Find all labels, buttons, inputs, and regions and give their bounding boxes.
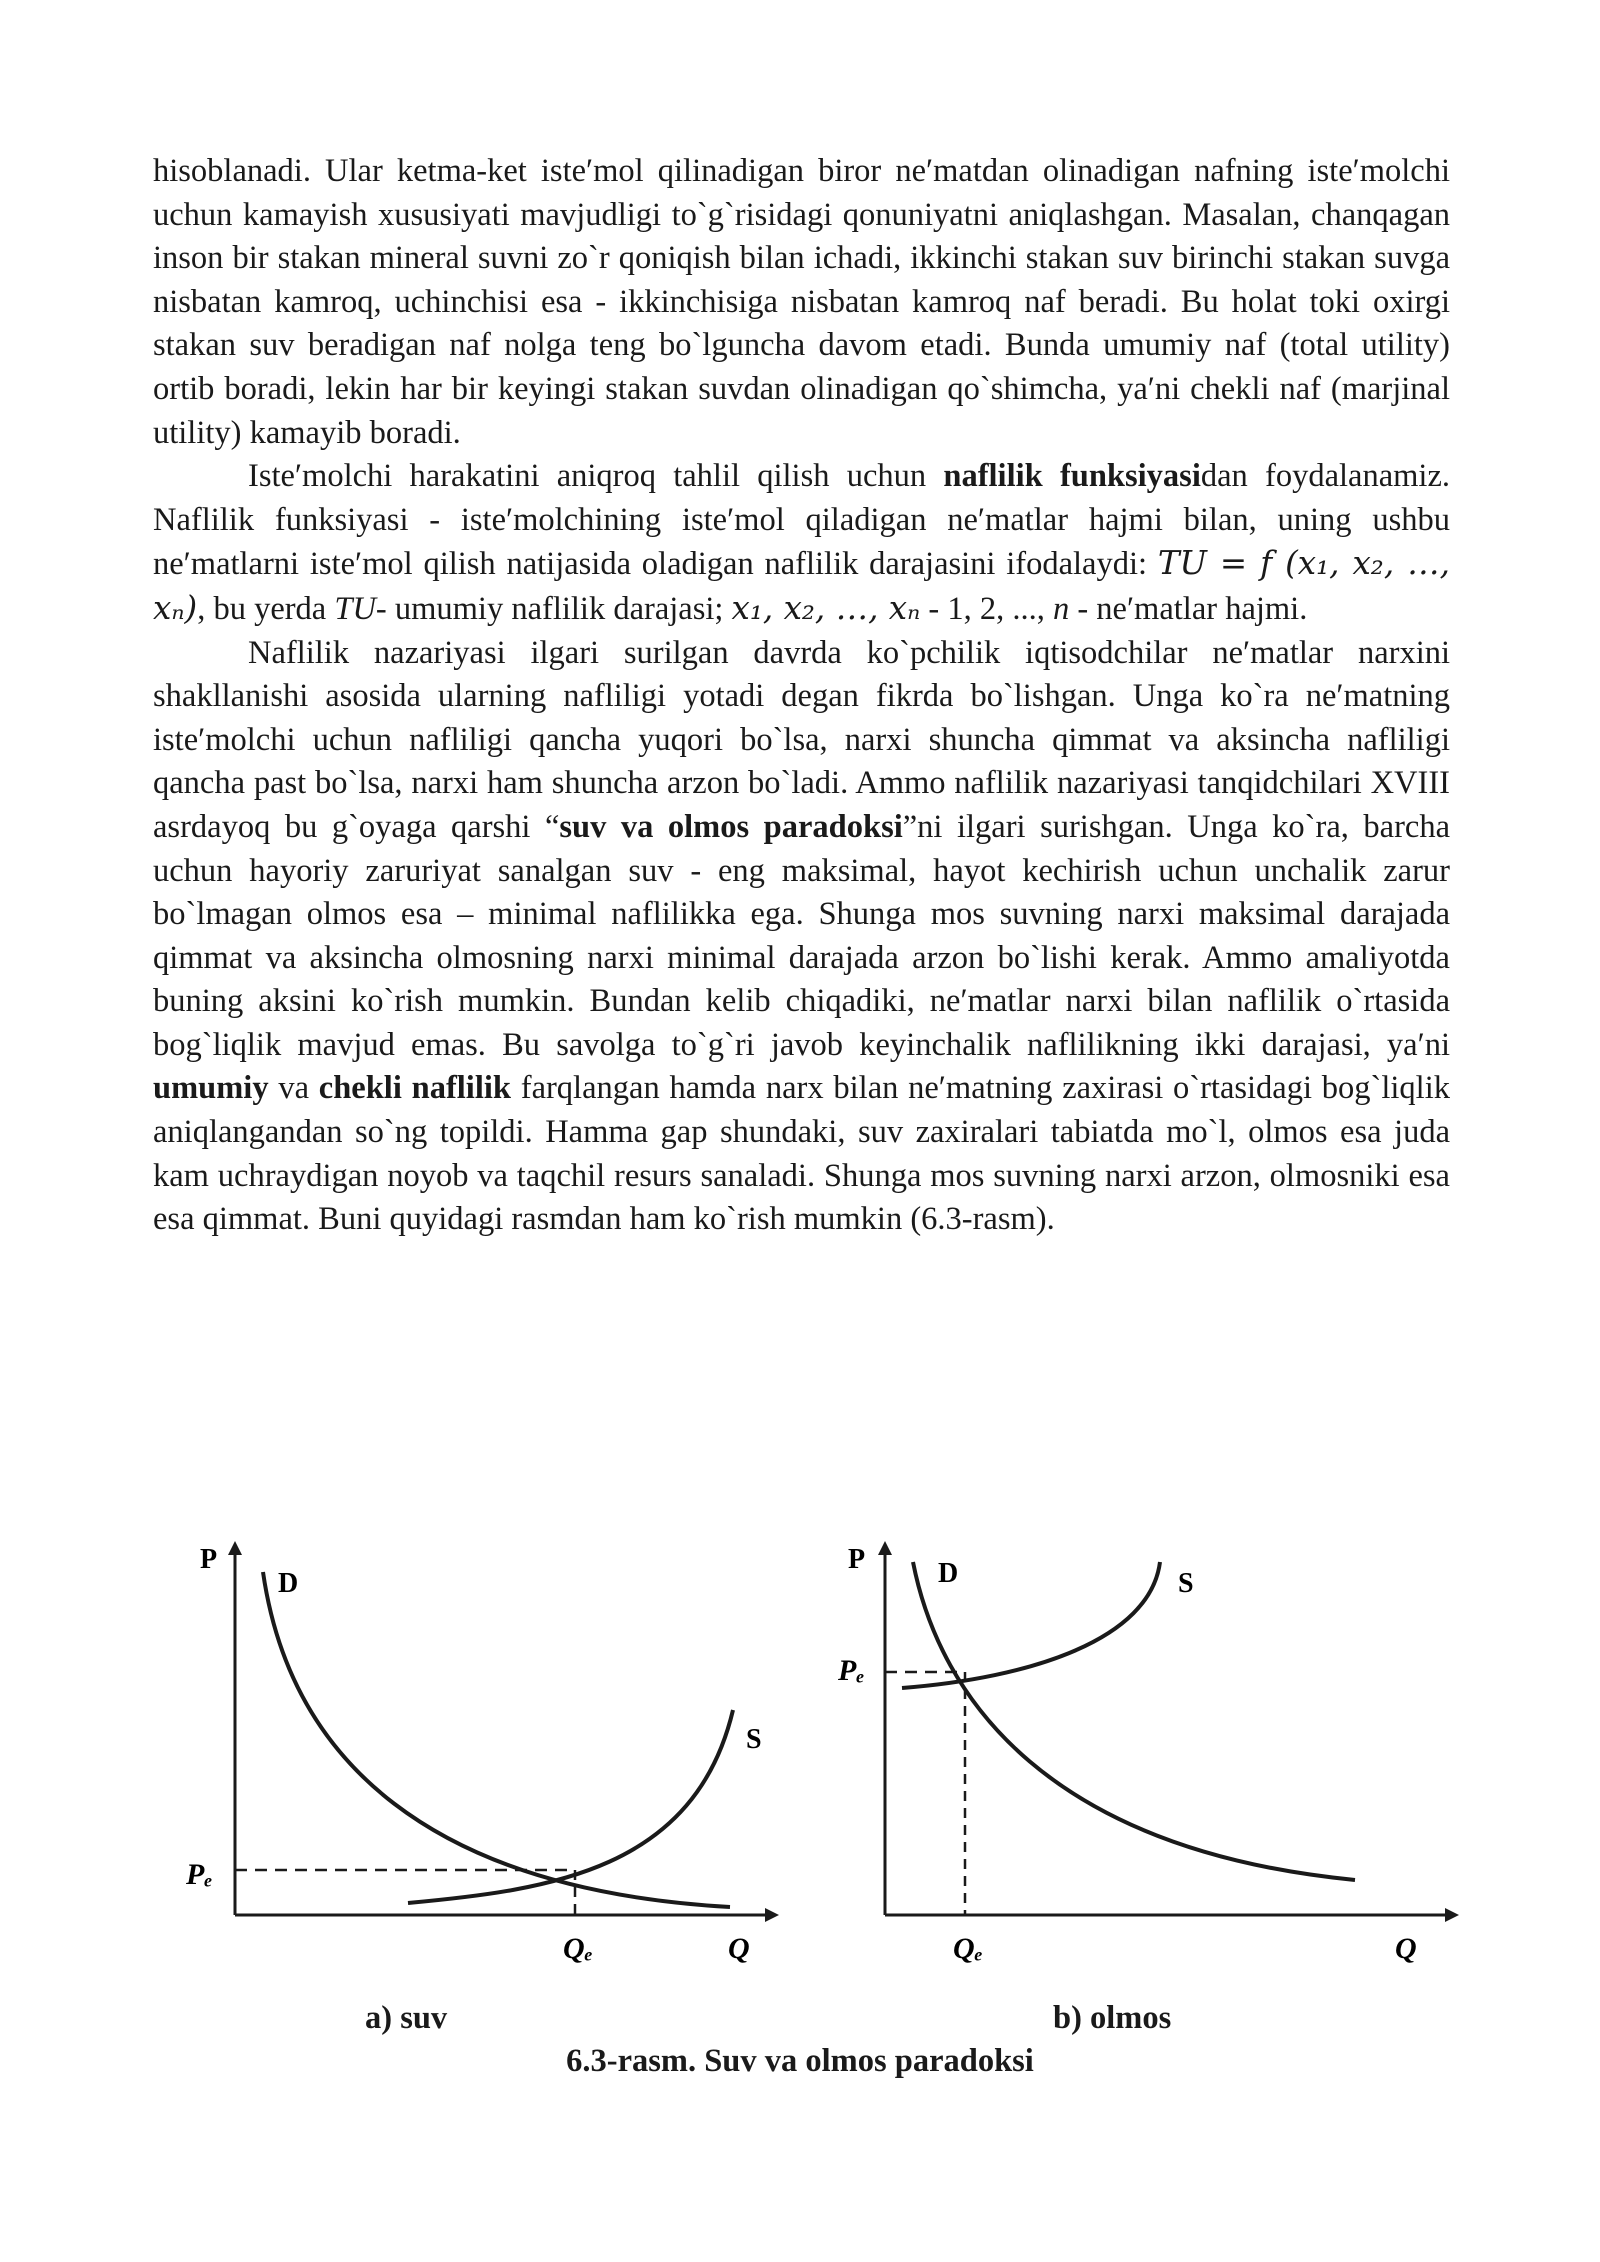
diamond-demand-curve	[913, 1562, 1355, 1880]
water-p-label: P	[200, 1544, 218, 1575]
term-water-diamond-paradox: suv va olmos paradoksi	[559, 808, 903, 845]
paragraph-2-text-f: - ne′matlar hajmi.	[1069, 590, 1308, 627]
utility-formula: TU = f (x₁, x₂, …, xₙ)	[153, 544, 1450, 627]
water-demand-curve	[263, 1572, 730, 1907]
paragraph-2-text-e: - 1, 2, ...,	[920, 590, 1053, 627]
figure-title: 6.3-rasm. Suv va olmos paradoksi	[566, 2043, 1034, 2079]
paragraph-2-text-a: Iste′molchi harakatini aniqroq tahlil qilish uchun	[248, 458, 944, 495]
term-marginal-utility: chekli naflilik	[318, 1070, 511, 1107]
paragraph-1: hisoblanadi. Ular ketma-ket iste′mol qilinadigan biror ne′matdan olinadigan nafning iste′molchi uchun kamayish xususiyati mavjudligi to`g`risidagi qonuniyatni aniqlashgan. Masalan, chanqagan inson bir stakan mineral suvni zo`r qoniqish bilan ichadi, ikkinchi stakan suv birinchi stakan suvga nisbatan kamroq, uchinchisi esa - ikkinchisiga nisbatan kamroq naf beradi. Bu holat toki oxirgi stakan suv beradigan naf nolga teng bo`lguncha davom etadi. Bunda umumiy naf (total utility) ortib boradi, lekin har bir keyingi stakan suvdan olinadigan qo`shimcha, ya′ni chekli naf (marjinal utility) kamayib boradi.	[153, 153, 1450, 451]
paragraph-2-text-c: , bu yerda	[197, 590, 335, 627]
diamond-qe-label: Qₑ	[953, 1932, 983, 1965]
paragraph-2	[153, 455, 1450, 631]
n-symbol: n	[1052, 590, 1070, 627]
water-graph	[185, 1544, 772, 1965]
paragraph-2-text-b: dan foydalanamiz. Naflilik funksiyasi - iste′molchining iste′mol qiladigan ne′matlar hajmi bilan, uning ushbu ne′matlarni iste′mol qilish natijasida oladigan naflilik darajasini ifodalaydi:	[153, 458, 1451, 583]
body-text	[153, 150, 1450, 1242]
paragraph-3-text-a: Naflilik nazariyasi ilgari surilgan davrda ko`pchilik iqtisodchilar ne′matlar narxini shakllanishi asosida ularning nafliligi yotadi degan fikrda bo`lishgan. Unga ko`ra ne′matning iste′molchi uchun nafliligi qancha yuqori bo`lsa, narxi shuncha qimmat va aksincha nafliligi qancha past bo`lsa, narxi ham shuncha arzon bo`ladi. Ammo naflilik nazariyasi tanqidchilari XVIII asrdayoq bu g`oyaga qarshi “	[153, 634, 1450, 845]
diamond-q-label: Q	[1395, 1932, 1417, 1965]
term-total: umumiy	[153, 1070, 269, 1107]
diamond-p-label: P	[848, 1544, 866, 1575]
paragraph-3	[153, 632, 1450, 1242]
water-s-label: S	[746, 1724, 762, 1755]
caption-water: a) suv	[365, 2000, 448, 2036]
water-q-label: Q	[728, 1932, 750, 1965]
caption-diamond: b) olmos	[1053, 2000, 1172, 2036]
water-supply-curve	[408, 1710, 733, 1903]
diamond-s-label: S	[1178, 1568, 1194, 1599]
diamond-pe-label: Pₑ	[838, 1654, 865, 1687]
term-utility-function: naflilik funksiyasi	[943, 458, 1201, 495]
figure-6-3	[150, 1540, 1470, 2060]
water-pe-label: Pₑ	[186, 1858, 213, 1891]
water-d-label: D	[278, 1568, 299, 1599]
paragraph-2-text-d: - umumiy naflilik darajasi;	[375, 590, 732, 627]
paragraph-3-text-d: farqlangan hamda narx bilan ne′matning zaxirasi o`rtasidagi bog`liqlik aniqlangandan so`ng topildi. Hamma gap shundaki, suv zaxiralari tabiatda mo`l, olmos esa juda kam uchraydigan noyob va taqchil resurs sanaladi. Shunga mos suvning narxi arzon, olmosniki esa esa qimmat. Buni quyidagi rasmdan ham ko`rish mumkin (6.3-rasm).	[153, 1070, 1450, 1238]
diamond-graph	[837, 1544, 1452, 1965]
tu-symbol: TU	[334, 590, 376, 627]
water-qe-label: Qₑ	[563, 1932, 593, 1965]
paragraph-3-text-c: va	[268, 1070, 319, 1107]
goods-variables: x₁, x₂, …, xₙ	[731, 588, 921, 627]
paragraph-3-text-b: ”ni ilgari surishgan. Unga ko`ra, barcha uchun hayoriy zaruriyat sanalgan suv - eng maksimal, hayot kechirish uchun unchalik zarur bo`lmagan olmos esa – minimal naflilikka ega. Shunga mos suvning narxi maksimal darajada qimmat va aksincha olmosning narxi minimal darajada arzon bo`lishi kerak. Ammo amaliyotda buning aksini ko`rish mumkin. Bundan kelib chiqadiki, ne′matlar narxi bilan naflilik o`rtasida bog`liqlik mavjud emas. Bu savolga to`g`ri javob keyinchalik naflilikning ikki darajasi, ya′ni	[153, 808, 1450, 1063]
diamond-d-label: D	[938, 1558, 959, 1589]
